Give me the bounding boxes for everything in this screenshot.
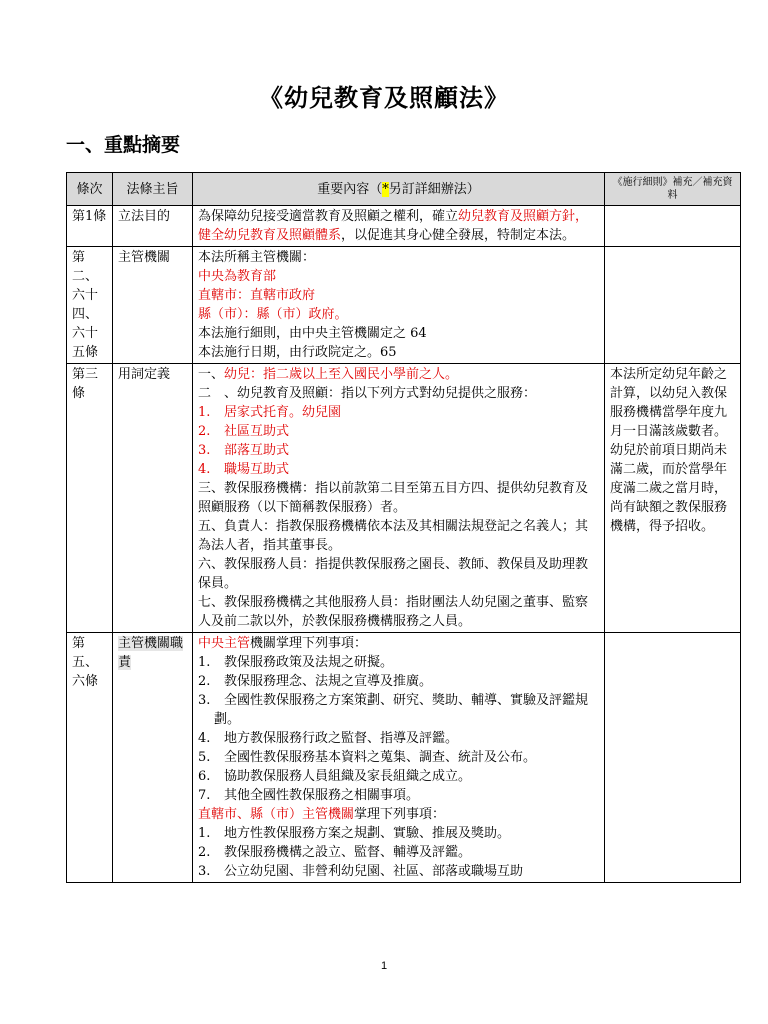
notes-cell: [605, 633, 741, 883]
table-row: [67, 364, 741, 633]
table-row: [67, 633, 741, 883]
purpose-cell: 用詞定義: [113, 364, 193, 633]
purpose-cell: 主管機關職責: [113, 633, 193, 883]
content-cell: 為保障幼兒接受適當教育及照顧之權利，確立幼兒教育及照顧方針，健全幼兒教育及照顧體系，以促進其身心健全發展，特制定本法。: [193, 206, 605, 247]
summary-table: [66, 172, 741, 883]
table-header-row: [67, 173, 741, 206]
notes-cell: 本法所定幼兒年齡之計算，以幼兒入教保服務機構當學年度九月一日滿該歲數者。 幼兒於前項日期尚未滿二歲，而於當學年度滿二歲之當月時，尚有缺額之教保服務機構，得予招收。: [605, 364, 741, 633]
notes-cell: [605, 247, 741, 364]
article-cell: 第五、六條: [67, 633, 113, 883]
table-row: [67, 206, 741, 247]
notes-cell: [605, 206, 741, 247]
asterisk-mark: *: [382, 181, 389, 197]
page-number: 1: [380, 960, 388, 972]
header-article: 條次: [67, 173, 113, 206]
content-cell: 一、幼兒：指二歲以上至入國民小學前之人。 二 、幼兒教育及照顧：指以下列方式對幼兒提供之服務： 1. 居家式托育。幼兒園 2. 社區互助式 3. 部落互助式 4. 職場互助式 三、教保服務機構：指以前款第二目至第五目方四、提供幼兒教育及照顧服務（以下簡稱教保服務）者。 五、負責人：指教保服務機構依本法及其相關法規登記之名義人；其為法人者，指其董事長。 六、教保服務人員：指提供教保服務之園長、教師、教保員及助理教保員。 七、教保服務機構之其他服務人員：指財團法人幼兒園之董事、監察人及前二款以外，於教保服務機構服務之人員。: [193, 364, 605, 633]
purpose-cell: 主管機關: [113, 247, 193, 364]
header-purpose: 法條主旨: [113, 173, 193, 206]
article-cell: 第三條: [67, 364, 113, 633]
header-notes: 《施行細則》補充／補充資料: [605, 173, 741, 206]
content-cell: 本法所稱主管機關： 中央為教育部 直轄市：直轄市政府 縣（市）：縣（市）政府。 本法施行細則，由中央主管機關定之 64 本法施行日期，由行政院定之。65: [193, 247, 605, 364]
purpose-cell: 立法目的: [113, 206, 193, 247]
content-cell: 中央主管機關掌理下列事項： 1. 教保服務政策及法規之研擬。 2. 教保服務理念、法規之宣導及推廣。 3. 全國性教保服務之方案策劃、研究、獎助、輔導、實驗及評鑑規劃。 4. 地方教保服務行政之監督、指導及評鑑。 5. 全國性教保服務基本資料之蒐集、調查、統計及公布。 6. 協助教保服務人員組織及家長組織之成立。 7. 其他全國性教保服務之相關事項。 直轄市、縣（市）主管機關掌理下列事項： 1. 地方性教保服務方案之規劃、實驗、推展及獎助。 2. 教保服務機構之設立、監督、輔導及評鑑。 3. 公立幼兒園、非營利幼兒園、社區、部落或職場互助: [193, 633, 605, 883]
header-content: 重要內容（*另訂詳細辦法）: [193, 173, 605, 206]
article-cell: 第1條: [67, 206, 113, 247]
table-row: [67, 247, 741, 364]
section-heading: 一、重點摘要: [66, 134, 181, 156]
article-cell: 第二、六十四、六十五條: [67, 247, 113, 364]
document-title: 《幼兒教育及照顧法》: [259, 84, 509, 112]
